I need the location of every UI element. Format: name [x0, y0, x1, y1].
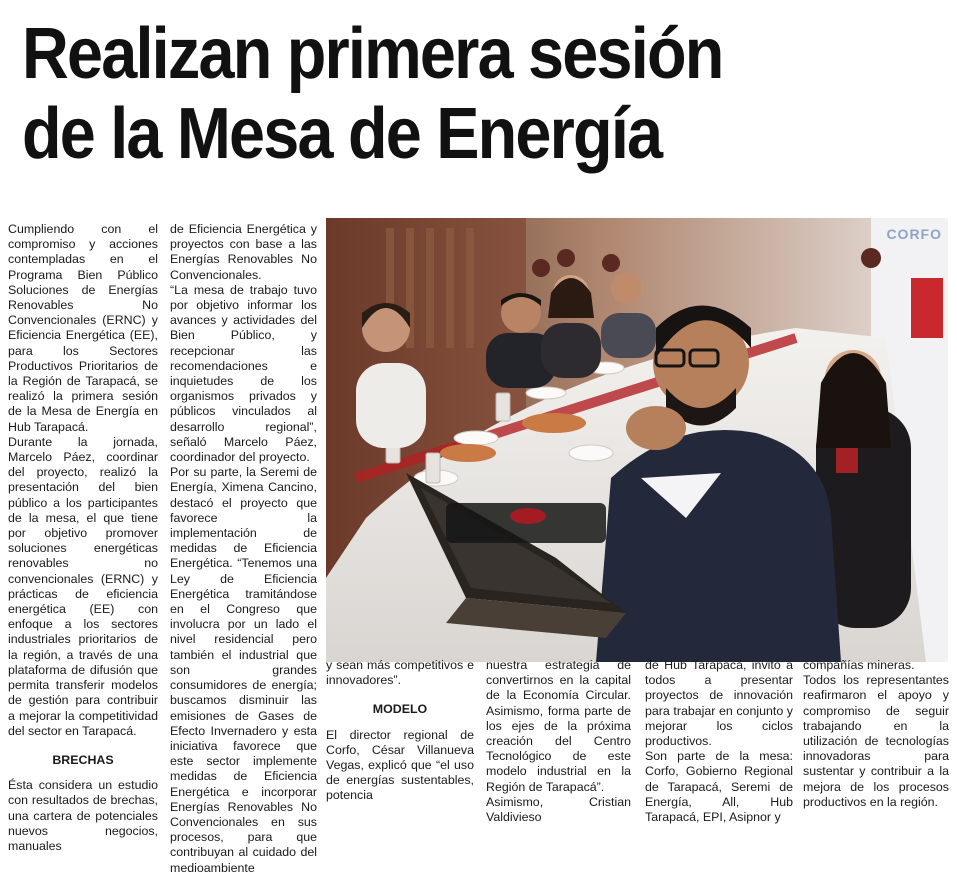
subheading-brechas: BRECHAS — [52, 752, 114, 767]
article-column-5 — [645, 658, 793, 825]
meeting-photo — [326, 218, 948, 662]
meeting-photo-illustration — [326, 218, 948, 662]
col2-paragraph-1: de Eficiencia Energética y proyectos con base a las Energías Renovables No Convencionales. — [170, 222, 317, 282]
headline — [22, 14, 850, 174]
col6-paragraph-1: compañías mineras. — [803, 658, 915, 672]
col1-paragraph-3: Ésta considera un estudio con resultados de brechas, una cartera de potenciales nuevos negocios, manuales — [8, 778, 158, 853]
col5-paragraph-1: de Hub Tarapacá, invitó a todos a presentar proyectos de innovación para trabajar en conjunto y mejorar los ciclos productivos. — [645, 658, 793, 749]
corfo-wall-sign: CORFO — [886, 226, 942, 242]
article-column-6 — [803, 658, 949, 810]
col1-paragraph-1: Cumpliendo con el compromiso y acciones contempladas en el Programa Bien Público Soluciones de Energías Renovables No Convencionales (ERNC) y Eficiencia Energética (EE), para los Sectores Productivos Prioritarios de la Región de Tarapacá, se realizó la primera sesión de la Mesa de Energía en Hub Tarapacá. — [8, 222, 158, 434]
col1-paragraph-2: Durante la jornada, Marcelo Páez, coordinar del proyecto, realizó la presentación del bien público a los participantes de la mesa, el que tiene por objetivo promover soluciones energéticas renovables no convencionales (ERNC) y prácticas de eficiencia energética (EE) con enfoque a los sectores industriales prioritarios de la región, a través de una plataforma de difusión que permita transferir modelos de gestión para contribuir a mejorar la competitividad del sector en Tarapacá. — [8, 434, 158, 738]
article-column-4 — [486, 658, 631, 825]
col4-paragraph-1: nuestra estrategia de convertirnos en la capital de la Economía Circular. Asimismo, forma parte de los ejes de la próxima creación del Centro Tecnológico de este modelo industrial en la Región de Tarapacá”. — [486, 658, 631, 794]
col4-paragraph-2: Asimismo, Cristian Valdivieso — [486, 794, 631, 825]
subheading-modelo: MODELO — [372, 702, 428, 717]
col6-paragraph-2: Todos los representantes reafirmaron el apoyo y compromiso de seguir trabajando en la utilización de tecnologías innovadoras para sustentar y contribuir a la mejora de los procesos productivos en la región. — [803, 673, 949, 809]
col3-paragraph-2: El director regional de Corfo, César Villanueva Vegas, explicó que “el uso de energías sustentables, potencia — [326, 727, 474, 803]
article-column-1 — [8, 222, 158, 854]
article-column-2 — [170, 222, 317, 876]
article-column-3 — [326, 658, 474, 804]
col5-paragraph-2: Son parte de la mesa: Corfo, Gobierno Regional de Tarapacá, Seremi de Energía, All, Hub Tarapacá, EPI, Asipnor y — [645, 749, 793, 825]
headline-line-1: Realizan primera sesión — [22, 14, 723, 94]
headline-line-2: de la Mesa de Energía — [22, 94, 662, 174]
col2-paragraph-2: “La mesa de trabajo tuvo por objetivo informar los avances y actividades del Bien Público, y recepcionar las recomendaciones e inquietudes de los organismos privados y públicos vinculados al desarrollo regional”, señaló Marcelo Páez, coordinador del proyecto. — [170, 282, 317, 465]
col3-paragraph-1: y sean más competitivos e innovadores”. — [326, 658, 474, 688]
col2-paragraph-3: Por su parte, la Seremi de Energía, Ximena Cancino, destacó el proyecto que favorece la implementación de medidas de Eficiencia Energética. “Tenemos una Ley de Eficiencia Energética tramitándose en el Congreso que involucra por un lado el nivel residencial pero también el industrial que son grandes consumidores de energía; buscamos disminuir las emisiones de Gases de Efecto Invernadero y esta iniciativa favorece que este sector implemente medidas de Eficiencia Energética e incorporar Energías Renovables No Convencionales en sus procesos, para que contribuyan al cuidado del medioambiente — [170, 465, 317, 875]
